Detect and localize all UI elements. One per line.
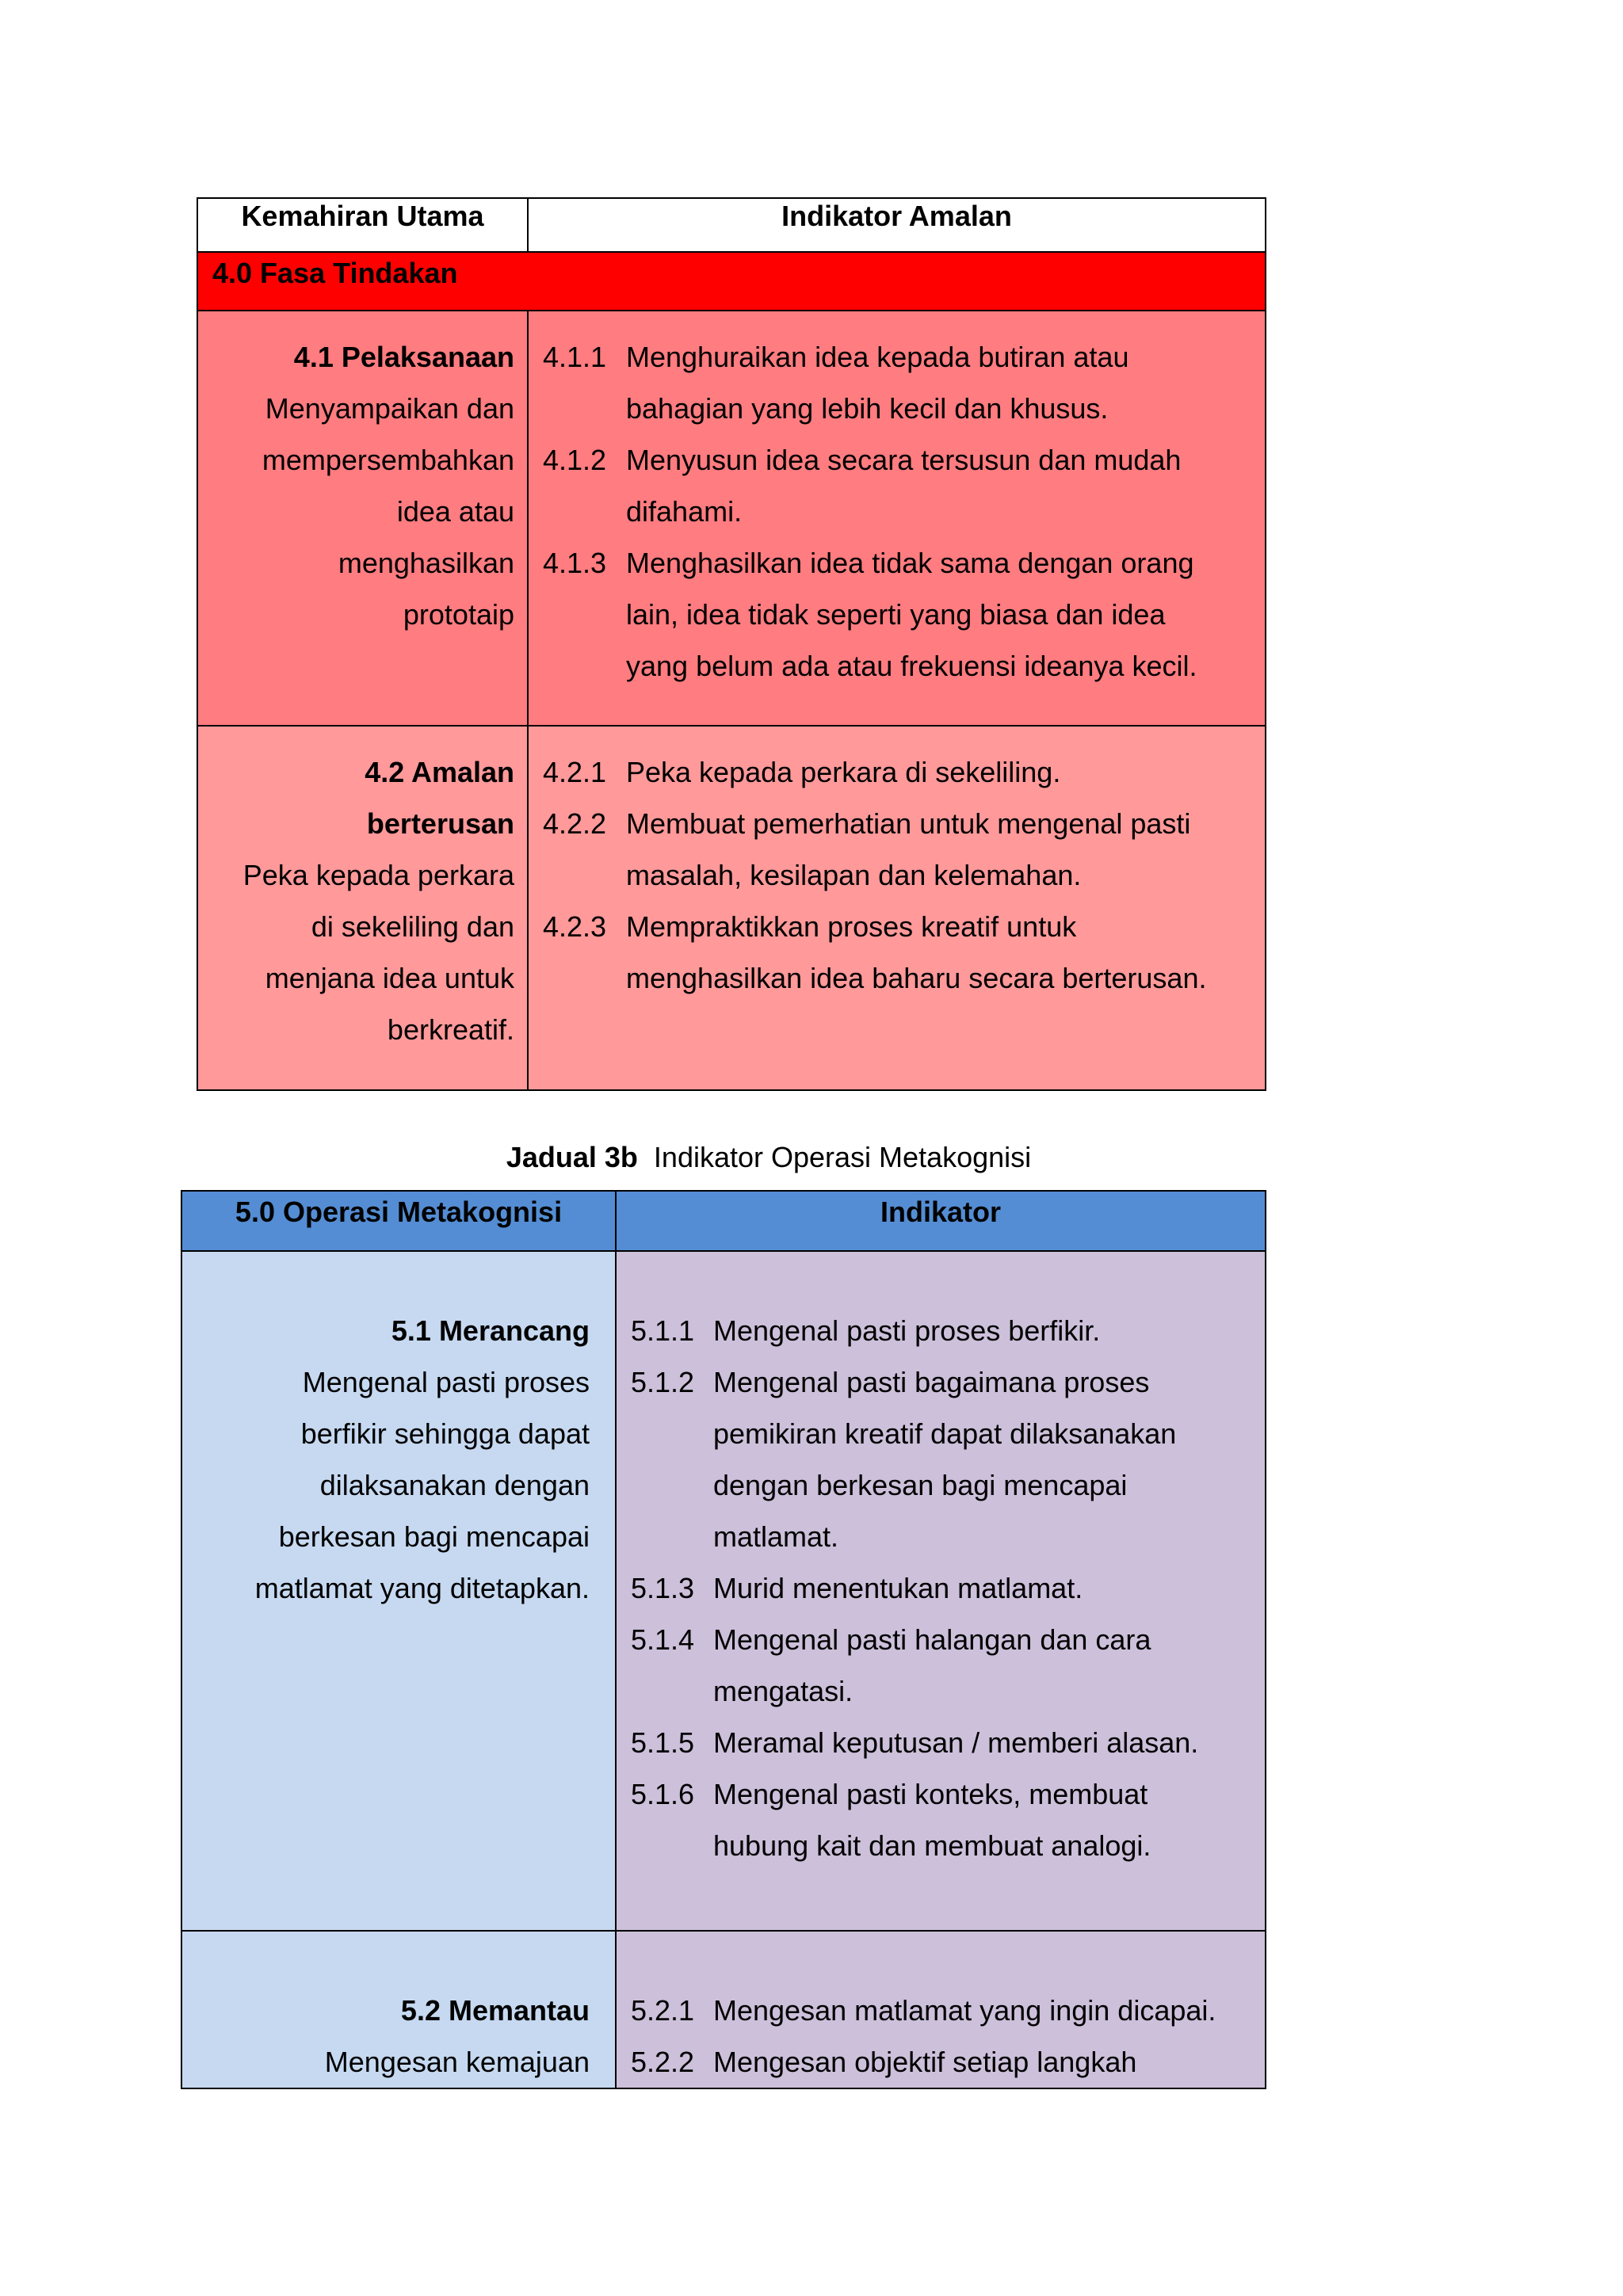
skill-desc-line: dilaksanakan dengan — [319, 1469, 590, 1501]
indicator-text: difahami. — [626, 495, 743, 528]
indicator-cell — [528, 311, 1266, 726]
indicator-text: masalah, kesilapan dan kelemahan. — [626, 859, 1082, 891]
skill-desc-line: menghasilkan — [338, 547, 514, 579]
indicator-text: Menghasilkan idea tidak sama dengan orang — [626, 547, 1194, 579]
indicator-number: 5.1.2 — [631, 1366, 695, 1398]
indicator-number: 5.1.1 — [631, 1314, 695, 1347]
skill-cell — [197, 726, 528, 1090]
indicator-item — [631, 1562, 1265, 1614]
indicator-number: 4.1.3 — [543, 547, 607, 579]
indicator-item — [631, 1356, 1265, 1562]
indicator-item — [543, 901, 1265, 1004]
table-row — [197, 726, 1266, 1090]
header-operasi-metakognisi: 5.0 Operasi Metakognisi — [181, 1191, 616, 1251]
indicator-text: Membuat pemerhatian untuk mengenal pasti — [626, 807, 1191, 840]
indicator-text: Mengenal pasti bagaimana proses — [713, 1366, 1150, 1398]
skill-desc-line: mempersembahkan — [262, 444, 514, 476]
indicator-item — [631, 2036, 1265, 2088]
skill-title: 4.2 Amalan — [365, 756, 514, 788]
table-kemahiran — [197, 197, 1266, 1091]
table-header-row — [197, 198, 1266, 252]
skill-cell — [181, 1251, 616, 1931]
indicator-item — [543, 746, 1265, 798]
indicator-item — [543, 798, 1265, 901]
indicator-number: 4.2.3 — [543, 910, 607, 943]
indicator-text: menghasilkan idea baharu secara berterusan. — [626, 962, 1207, 994]
indicator-number: 4.2.2 — [543, 807, 607, 840]
indicator-text: Mengesan matlamat yang ingin dicapai. — [713, 1994, 1216, 2027]
skill-desc-line: berfikir sehingga dapat — [300, 1417, 590, 1450]
indicator-item — [631, 1614, 1265, 1717]
indicator-text: Mengenal pasti halangan dan cara — [713, 1623, 1151, 1656]
skill-cell — [181, 1931, 616, 2088]
skill-desc-line: prototaip — [403, 598, 514, 631]
skill-desc-line: berkreatif. — [387, 1013, 514, 1046]
indicator-item — [631, 1305, 1265, 1356]
indicator-number: 4.1.2 — [543, 444, 607, 476]
indicator-text: hubung kait dan membuat analogi. — [713, 1829, 1151, 1862]
skill-desc-line: di sekeliling dan — [311, 910, 514, 943]
indicator-text: mengatasi. — [713, 1675, 854, 1707]
indicator-text: bahagian yang lebih kecil dan khusus. — [626, 392, 1109, 425]
header-kemahiran-utama: Kemahiran Utama — [197, 198, 528, 252]
indicator-item — [543, 434, 1265, 537]
table-row — [197, 311, 1266, 726]
indicator-number: 5.2.2 — [631, 2046, 695, 2078]
indicator-text: Meramal keputusan / memberi alasan. — [713, 1726, 1199, 1759]
skill-title: 5.1 Merancang — [391, 1314, 590, 1347]
skill-desc-line: berkesan bagi mencapai — [278, 1520, 590, 1553]
table-header-row — [181, 1191, 1266, 1251]
indicator-text: dengan berkesan bagi mencapai — [713, 1469, 1128, 1501]
indicator-text: Menghuraikan idea kepada butiran atau — [626, 341, 1129, 373]
skill-desc-line: menjana idea untuk — [265, 962, 514, 994]
indicator-number: 5.1.3 — [631, 1572, 695, 1604]
indicator-number: 4.1.1 — [543, 341, 607, 373]
indicator-item — [631, 1768, 1265, 1871]
skill-cell — [197, 311, 528, 726]
indicator-item — [543, 537, 1265, 692]
skill-desc-line: matlamat yang ditetapkan. — [254, 1572, 590, 1604]
indicator-text: yang belum ada atau frekuensi ideanya kecil. — [626, 650, 1197, 682]
skill-desc-line: idea atau — [396, 495, 514, 528]
skill-desc-line: Menyampaikan dan — [265, 392, 514, 425]
skill-desc-line: Peka kepada perkara — [242, 859, 514, 891]
indicator-cell — [616, 1931, 1266, 2088]
table-row — [181, 1251, 1266, 1931]
indicator-text: matlamat. — [713, 1520, 839, 1553]
phase-row — [197, 252, 1266, 311]
header-indikator-amalan: Indikator Amalan — [528, 198, 1266, 252]
header-indikator: Indikator — [616, 1191, 1266, 1251]
indicator-item — [631, 1717, 1265, 1768]
indicator-text: Menyusun idea secara tersusun dan mudah — [626, 444, 1182, 476]
skill-title: 4.1 Pelaksanaan — [293, 341, 514, 373]
indicator-number: 4.2.1 — [543, 756, 607, 788]
indicator-text: Murid menentukan matlamat. — [713, 1572, 1083, 1604]
indicator-item — [543, 331, 1265, 434]
indicator-number: 5.2.1 — [631, 1994, 695, 2027]
indicator-cell — [528, 726, 1266, 1090]
caption-label: Jadual 3b — [506, 1141, 638, 1173]
indicator-text: Mengesan objektif setiap langkah — [713, 2046, 1137, 2078]
indicator-text: pemikiran kreatif dapat dilaksanakan — [713, 1417, 1177, 1450]
phase-title: 4.0 Fasa Tindakan — [197, 252, 1266, 311]
indicator-number: 5.1.4 — [631, 1623, 695, 1656]
indicator-text: Peka kepada perkara di sekeliling. — [626, 756, 1061, 788]
indicator-text: Mempraktikkan proses kreatif untuk — [626, 910, 1077, 943]
indicator-text: lain, idea tidak seperti yang biasa dan idea — [626, 598, 1166, 631]
table-row — [181, 1931, 1266, 2088]
table-caption — [0, 1142, 1537, 1173]
indicator-number: 5.1.5 — [631, 1726, 695, 1759]
indicator-number: 5.1.6 — [631, 1778, 695, 1810]
caption-text: Indikator Operasi Metakognisi — [653, 1141, 1032, 1173]
skill-desc-line: Mengesan kemajuan — [324, 2046, 590, 2078]
skill-desc-line: Mengenal pasti proses — [302, 1366, 590, 1398]
table-metakognisi — [181, 1190, 1266, 2089]
indicator-text: Mengenal pasti konteks, membuat — [713, 1778, 1148, 1810]
indicator-cell — [616, 1251, 1266, 1931]
skill-title: 5.2 Memantau — [400, 1994, 590, 2027]
skill-title: berterusan — [366, 807, 514, 840]
indicator-item — [631, 1985, 1265, 2036]
indicator-text: Mengenal pasti proses berfikir. — [713, 1314, 1101, 1347]
